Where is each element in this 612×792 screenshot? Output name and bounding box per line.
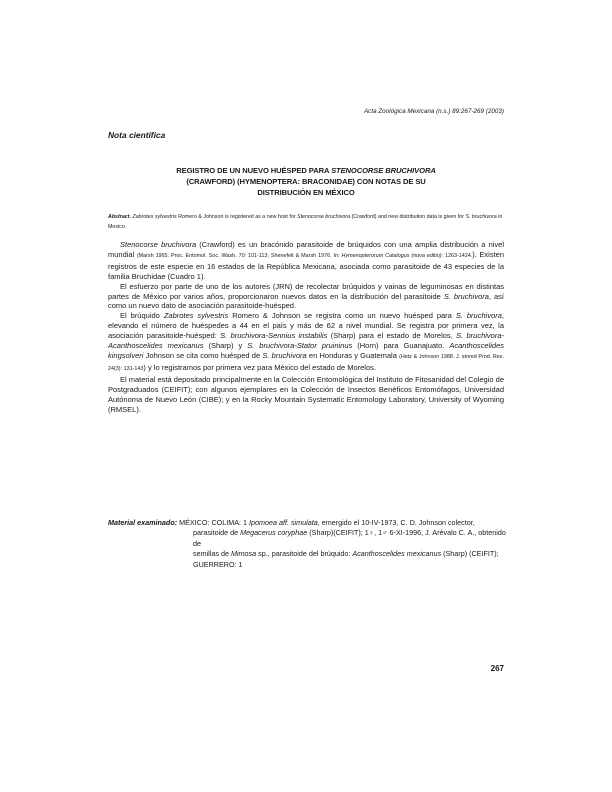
paragraph-3: El brúquido Zabrotes sylvestris Romero & Johnson se registra como un nuevo huésped para S. bruchivora, elevando el número de huéspedes a 44 en el país y más de 62 a nivel mundial. Se registra por primera vez, la asociación parasitoide-huésped: S. bruchivora-Sennius instabilis (Sharp) para el estado de Morelos, S. bruchivora-Acanthoscelides mexicanus (Sharp) y S. bruchivora-Stator pruininus (Horn) para Guanajuato. Acanthoscelides kingsolveri Johnson se cita como huésped de S. bruchivora en Honduras y Guatemala (Hetz & Johnson 1988. J. stored Prod. Res. 24(3): 131-143) y lo registramos por primera vez para México del estado de Morelos. xyxy=(108,311,505,372)
body-text xyxy=(108,240,504,414)
abstract-label: Abstract. xyxy=(108,214,131,220)
paragraph-1: Stenocorse bruchivora (Crawford) es un bracónido parasitoide de brúquidos con una amplia distribución a nivel mundial (Marsh 1965. Proc. Entomol. Soc. Wash. 70: 101-113; Shenefelt & Marsh 1976. In: Hymenopterorum Catalogus (nova editio): 1263-1424.). Existen registros de este especie en 16 estados de la República Mexicana, asociada como parasitoide de 43 especies de la familia Bruchidae (Cuadro 1). xyxy=(108,240,505,281)
material-line-3: semillas de Mimosa sp., parasitoide del brúquido: Acanthoscelides mexicanus (Sharp) (CEIFIT); xyxy=(193,549,499,559)
journal-citation: Acta Zoológica Mexicana (n.s.) 89:267-269 (2003) xyxy=(363,108,504,115)
title-line-1: REGISTRO DE UN NUEVO HUÉSPED PARA STENOCORSE BRUCHIVORA xyxy=(176,166,436,175)
title-line-2: (CRAWFORD) (HYMENOPTERA: BRACONIDAE) CON NOTAS DE SU xyxy=(186,177,426,186)
article-title xyxy=(108,165,504,198)
material-examined xyxy=(108,518,506,570)
material-line-2: parasitoide de Megacerus coryphae (Sharp)(CEIFIT); 1♀, 1♂ 6-XI-1996, J. Arévalo C. A., obtenido de xyxy=(193,528,506,548)
material-line-1: Material examinado: MÉXICO: COLIMA: 1 Ipomoea aff. simulata, emergido el 10-IV-1973, C. D. Johnson colector, xyxy=(108,518,475,527)
page-number: 267 xyxy=(490,664,504,673)
paragraph-2: El esfuerzo por parte de uno de los autores (JRN) de recolectar brúquidos y vainas de leguminosas en distintas partes de México por varios años, proporcionaron nuevos datos en la distribución del parasitoide S. bruchivora, así como un nuevo dato de asociación parasitoide-huésped. xyxy=(108,281,505,311)
title-line-3: DISTRIBUCIÓN EN MÉXICO xyxy=(257,188,355,197)
section-label: Nota científica xyxy=(108,130,166,140)
abstract: Abstract. Zabrotes sylvestris Romero & Johnson is registered as a new host for Stenocorse bruchivora (Crawford) and new distribution data is given for S. bruchivora in Mexico. xyxy=(108,214,503,230)
paragraph-4: El material está depositado principalmente en la Colección Entomológica del Instituto de Fitosanidad del Colegio de Postgraduados (CEIFIT); con algunos ejemplares en la Colección de Insectos Benéficos Entomófagos, Universidad Autónoma de Nuevo León (CIBE); y en la Rocky Mountain Systematic Entomology Laboratory, University of Wyoming (RMSEL). xyxy=(108,374,504,414)
material-line-4: GUERRERO: 1 xyxy=(193,559,243,569)
